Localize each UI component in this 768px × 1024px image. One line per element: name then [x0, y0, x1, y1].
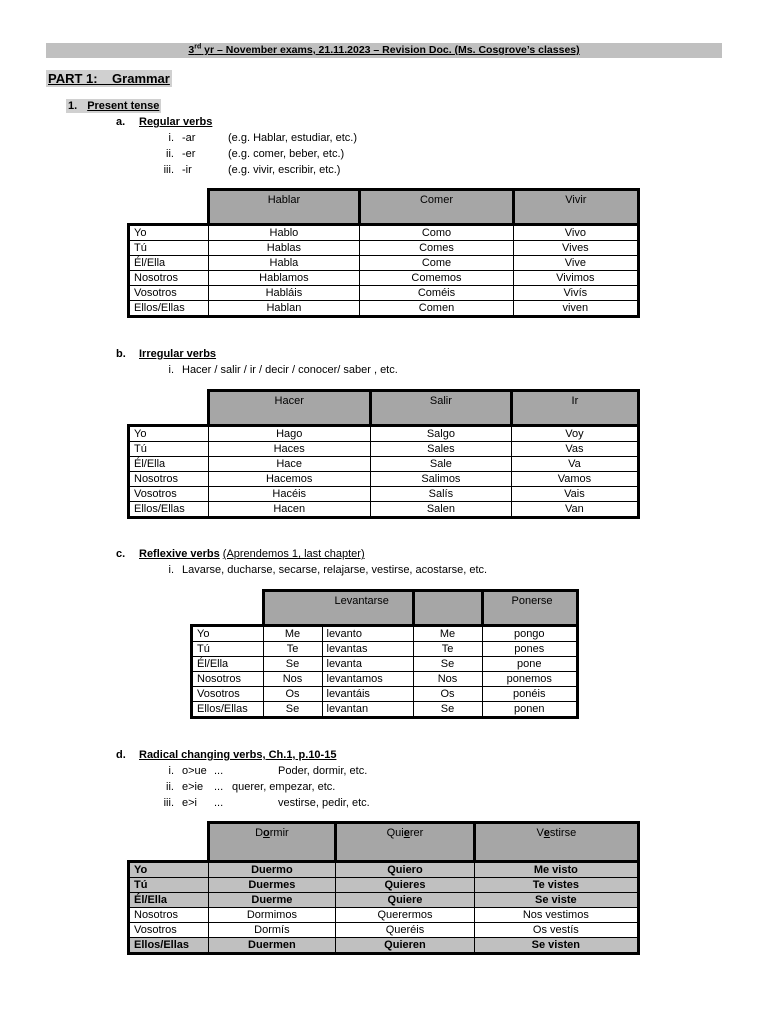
sub-letter: a.	[116, 116, 126, 128]
list-desc: Poder, dormir, etc.	[278, 765, 368, 777]
header-empty-cell	[129, 391, 209, 426]
column-header: Hablar	[208, 190, 360, 225]
verb-cell: Se visten	[474, 938, 638, 954]
table-row	[129, 442, 639, 457]
header-empty-cell	[129, 190, 209, 225]
table-row	[129, 241, 639, 256]
verb-cell: ponéis	[482, 687, 577, 702]
list-item	[140, 147, 344, 161]
table-row	[129, 502, 639, 518]
verb-cell: Salís	[370, 487, 511, 502]
pronoun-cell: Yo	[129, 426, 209, 442]
verb-cell: Hacemos	[208, 472, 370, 487]
list-item	[140, 563, 487, 577]
verb-cell: Vivo	[513, 225, 638, 241]
column-header: Vivir	[513, 190, 638, 225]
verb-cell: Salen	[370, 502, 511, 518]
reflexive-pronoun-cell: Te	[263, 642, 322, 657]
banner-number: 3	[188, 44, 195, 56]
verb-cell: Salimos	[370, 472, 511, 487]
verb-cell: pone	[482, 657, 577, 672]
pronoun-cell: Yo	[129, 225, 209, 241]
verb-cell: Vives	[513, 241, 638, 256]
header-empty-cell	[192, 591, 264, 626]
verb-cell: Van	[511, 502, 638, 518]
verb-cell: Va	[511, 457, 638, 472]
reflexive-pronoun-cell: Te	[413, 642, 482, 657]
verb-cell: Vamos	[511, 472, 638, 487]
verb-cell: Se viste	[474, 893, 638, 908]
column-header: Ponerse	[482, 591, 577, 626]
column-header	[208, 823, 336, 862]
verb-cell: Vivís	[513, 286, 638, 301]
pronoun-cell: Él/Ella	[192, 657, 264, 672]
section-title: Present tense	[87, 100, 160, 112]
table-row	[192, 657, 578, 672]
verb-cell: Quiere	[336, 893, 474, 908]
verb-cell: Habla	[208, 256, 360, 271]
verb-cell: Hago	[208, 426, 370, 442]
verb-cell: ponemos	[482, 672, 577, 687]
banner-superscript: rd	[194, 43, 202, 51]
table-header-row	[129, 823, 639, 862]
verb-cell: Me visto	[474, 862, 638, 878]
verb-cell: Vivimos	[513, 271, 638, 286]
pronoun-cell: Nosotros	[129, 472, 209, 487]
verb-cell: Hacen	[208, 502, 370, 518]
reflexive-pronoun-cell: Se	[263, 657, 322, 672]
verb-cell: Sale	[370, 457, 511, 472]
verb-cell: viven	[513, 301, 638, 317]
list-term: e>i	[182, 797, 197, 809]
verb-cell: Os vestís	[474, 923, 638, 938]
column-header	[336, 823, 474, 862]
verb-cell: Vas	[511, 442, 638, 457]
verb-cell: Comen	[360, 301, 513, 317]
table-row	[129, 457, 639, 472]
pronoun-cell: Ellos/Ellas	[192, 702, 264, 718]
banner-text: yr – November exams, 21.11.2023 – Revision Doc. (Ms. Cosgrove’s classes)	[201, 44, 580, 56]
pronoun-cell: Vosotros	[129, 286, 209, 301]
table-row	[129, 862, 639, 878]
verb-cell: Queréis	[336, 923, 474, 938]
verb-cell: levantamos	[322, 672, 413, 687]
header-text: Qui	[386, 827, 404, 839]
list-term: -ir	[182, 164, 192, 176]
roman-numeral: i.	[168, 364, 174, 376]
sub-title: Radical changing verbs, Ch.1, p.10-15	[139, 749, 337, 761]
table-header-row	[129, 391, 639, 426]
list-text: Hacer / salir / ir / decir / conocer/ saber , etc.	[182, 364, 398, 376]
header-text: D	[255, 827, 264, 839]
list-item	[140, 163, 340, 177]
verb-cell: Sales	[370, 442, 511, 457]
verb-cell: Voy	[511, 426, 638, 442]
pronoun-cell: Nosotros	[129, 271, 209, 286]
verb-cell: Quieres	[336, 878, 474, 893]
conjugation-table-reflexive	[190, 589, 579, 719]
list-term: -ar	[182, 132, 196, 144]
verb-cell: levantáis	[322, 687, 413, 702]
pronoun-cell: Tú	[129, 878, 209, 893]
list-term: e>ie	[182, 781, 204, 793]
table-row	[192, 702, 578, 718]
list-dots: ...	[214, 781, 224, 793]
list-item	[140, 131, 357, 145]
verb-cell: Coméis	[360, 286, 513, 301]
verb-cell: Nos vestimos	[474, 908, 638, 923]
list-dots: ...	[214, 765, 224, 777]
verb-cell: levantan	[322, 702, 413, 718]
pronoun-cell: Yo	[192, 626, 264, 642]
reflexive-pronoun-cell: Se	[413, 702, 482, 718]
verb-cell: Duermes	[208, 878, 336, 893]
sub-title: Reflexive verbs	[139, 548, 220, 560]
verb-cell: Dormimos	[208, 908, 336, 923]
header-highlight: o	[263, 827, 270, 839]
verb-cell: levanta	[322, 657, 413, 672]
part-title: PART 1: Grammar	[48, 71, 170, 86]
pronoun-cell: Nosotros	[129, 908, 209, 923]
verb-cell: Te vistes	[474, 878, 638, 893]
conjugation-table-irregular	[127, 389, 640, 519]
reflexive-pronoun-cell: Nos	[263, 672, 322, 687]
section-number: 1.	[68, 100, 78, 112]
verb-cell: Como	[360, 225, 513, 241]
column-header: Comer	[360, 190, 513, 225]
pronoun-cell: Ellos/Ellas	[129, 938, 209, 954]
pronoun-cell: Él/Ella	[129, 256, 209, 271]
sub-letter: d.	[116, 749, 126, 761]
column-header: Hacer	[208, 391, 370, 426]
table-header-row	[192, 591, 578, 626]
list-desc: (e.g. vivir, escribir, etc.)	[228, 164, 341, 176]
pronoun-cell: Ellos/Ellas	[129, 301, 209, 317]
reflexive-pronoun-cell: Se	[263, 702, 322, 718]
roman-numeral: i.	[168, 564, 174, 576]
verb-cell: Vive	[513, 256, 638, 271]
header-text: rer	[409, 827, 424, 839]
verb-cell: Hace	[208, 457, 370, 472]
pronoun-cell: Tú	[129, 241, 209, 256]
verb-cell: Comemos	[360, 271, 513, 286]
sub-letter: c.	[116, 548, 126, 560]
table-row	[129, 225, 639, 241]
table-row	[129, 426, 639, 442]
header-text: V	[536, 827, 544, 839]
column-header: Salir	[370, 391, 511, 426]
reflexive-pronoun-cell: Nos	[413, 672, 482, 687]
verb-cell: Duerme	[208, 893, 336, 908]
reflexive-pronoun-cell: Os	[413, 687, 482, 702]
header-empty-cell	[129, 823, 209, 862]
sub-letter: b.	[116, 348, 126, 360]
roman-numeral: ii.	[166, 781, 174, 793]
table-row	[129, 893, 639, 908]
verb-cell: Querermos	[336, 908, 474, 923]
list-desc: (e.g. comer, beber, etc.)	[228, 148, 345, 160]
verb-cell: Dormís	[208, 923, 336, 938]
list-item	[140, 780, 335, 794]
pronoun-cell: Él/Ella	[129, 457, 209, 472]
subheading-regular-verbs	[116, 115, 212, 129]
table-row	[129, 301, 639, 317]
verb-cell: Quiero	[336, 862, 474, 878]
verb-cell: Hablas	[208, 241, 360, 256]
column-header	[413, 591, 482, 626]
table-row	[129, 878, 639, 893]
verb-cell: Salgo	[370, 426, 511, 442]
sub-note: (Aprendemos 1, last chapter)	[222, 548, 365, 560]
list-item	[140, 764, 367, 778]
roman-numeral: iii.	[163, 164, 174, 176]
table-row	[129, 487, 639, 502]
pronoun-cell: Él/Ella	[129, 893, 209, 908]
list-text: Lavarse, ducharse, secarse, relajarse, vestirse, acostarse, etc.	[182, 564, 488, 576]
table-row	[129, 472, 639, 487]
verb-cell: Haces	[208, 442, 370, 457]
verb-cell: Duermo	[208, 862, 336, 878]
pronoun-cell: Tú	[192, 642, 264, 657]
column-header: Levantarse	[263, 591, 413, 626]
verb-cell: ponen	[482, 702, 577, 718]
list-item	[140, 363, 398, 377]
verb-cell: levantas	[322, 642, 413, 657]
column-header: Ir	[511, 391, 638, 426]
reflexive-pronoun-cell: Se	[413, 657, 482, 672]
reflexive-pronoun-cell: Os	[263, 687, 322, 702]
table-row	[192, 672, 578, 687]
verb-cell: levanto	[322, 626, 413, 642]
sub-title: Regular verbs	[139, 116, 213, 128]
conjugation-table-regular	[127, 188, 640, 318]
verb-cell: Duermen	[208, 938, 336, 954]
header-highlight: e	[543, 827, 550, 839]
header-text: stirse	[549, 827, 577, 839]
list-term: o>ue	[182, 765, 207, 777]
document-title-banner	[46, 43, 722, 58]
list-desc: querer, empezar, etc.	[232, 781, 336, 793]
pronoun-cell: Ellos/Ellas	[129, 502, 209, 518]
verb-cell: Hablo	[208, 225, 360, 241]
verb-cell: pones	[482, 642, 577, 657]
reflexive-pronoun-cell: Me	[413, 626, 482, 642]
table-row	[129, 286, 639, 301]
list-dots: ...	[214, 797, 224, 809]
pronoun-cell: Vosotros	[129, 923, 209, 938]
column-header	[474, 823, 638, 862]
verb-cell: Come	[360, 256, 513, 271]
pronoun-cell: Nosotros	[192, 672, 264, 687]
table-row	[129, 256, 639, 271]
verb-cell: pongo	[482, 626, 577, 642]
pronoun-cell: Vosotros	[192, 687, 264, 702]
roman-numeral: ii.	[166, 148, 174, 160]
verb-cell: Quieren	[336, 938, 474, 954]
verb-cell: Hacéis	[208, 487, 370, 502]
pronoun-cell: Tú	[129, 442, 209, 457]
subheading-reflexive-verbs	[116, 547, 365, 561]
table-row	[129, 938, 639, 954]
conjugation-table-radical	[127, 821, 640, 955]
header-highlight: e	[403, 827, 410, 839]
table-row	[129, 908, 639, 923]
header-text: rmir	[269, 827, 289, 839]
verb-cell: Hablan	[208, 301, 360, 317]
roman-numeral: i.	[168, 132, 174, 144]
list-term: -er	[182, 148, 196, 160]
verb-cell: Comes	[360, 241, 513, 256]
list-item	[140, 796, 370, 810]
verb-cell: Vais	[511, 487, 638, 502]
roman-numeral: i.	[168, 765, 174, 777]
verb-cell: Hablamos	[208, 271, 360, 286]
subheading-irregular-verbs	[116, 347, 216, 361]
table-row	[129, 923, 639, 938]
pronoun-cell: Yo	[129, 862, 209, 878]
pronoun-cell: Vosotros	[129, 487, 209, 502]
roman-numeral: iii.	[163, 797, 174, 809]
table-row	[192, 687, 578, 702]
list-desc: (e.g. Hablar, estudiar, etc.)	[228, 132, 358, 144]
subheading-radical-changing-verbs	[116, 748, 336, 762]
table-row	[192, 626, 578, 642]
section-heading-present-tense	[66, 99, 161, 113]
table-row	[129, 271, 639, 286]
verb-cell: Habláis	[208, 286, 360, 301]
reflexive-pronoun-cell: Me	[263, 626, 322, 642]
list-desc: vestirse, pedir, etc.	[278, 797, 370, 809]
table-row	[192, 642, 578, 657]
table-header-row	[129, 190, 639, 225]
sub-title: Irregular verbs	[139, 348, 217, 360]
